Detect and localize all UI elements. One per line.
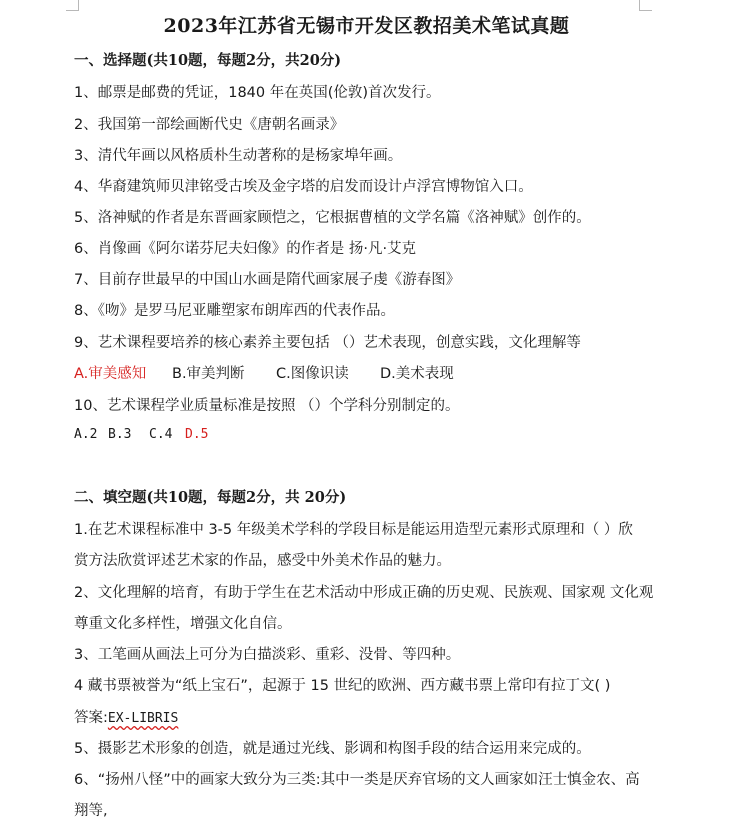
page-corner-mark-left xyxy=(66,0,79,11)
question-9: 9、艺术课程要培养的核心素养主要包括 （）艺术表现，创意实践，文化理解等 xyxy=(74,335,581,351)
question-8: 8、《吻》是罗马尼亚雕塑家布朗库西的代表作品。 xyxy=(74,303,395,319)
q9-option-b: B.审美判断 xyxy=(172,366,245,382)
question-2: 2、我国第一部绘画断代史《唐朝名画录》 xyxy=(74,117,345,133)
question-4: 4、华裔建筑师贝津铭受古埃及金字塔的启发而设计卢浮宫博物馆入口。 xyxy=(74,179,533,195)
section2-heading: 二、填空题(共10题，每题2分，共 20分) xyxy=(74,489,347,506)
document-title: 2023年江苏省无锡市开发区教招美术笔试真题 xyxy=(163,15,570,37)
page-corner-mark-right xyxy=(639,0,652,11)
answer-label: 答案: xyxy=(74,710,108,726)
question-1: 1、邮票是邮费的凭证，1840 年在英国(伦敦)首次发行。 xyxy=(74,85,441,101)
q10-option-b: B.3 xyxy=(108,427,132,442)
question-5: 5、洛神赋的作者是东晋画家顾恺之，它根据曹植的文学名篇《洛神赋》创作的。 xyxy=(74,210,591,226)
question-7: 7、目前存世最早的中国山水画是隋代画家展子虔《游春图》 xyxy=(74,272,461,288)
fill-question-3: 3、工笔画从画法上可分为白描淡彩、重彩、没骨、等四种。 xyxy=(74,647,461,663)
fill-question-6-line1: 6、“扬州八怪”中的画家大致分为三类:其中一类是厌弃官场的文人画家如汪士慎金农、高 xyxy=(74,772,640,788)
question-10: 10、艺术课程学业质量标准是按照 （）个学科分别制定的。 xyxy=(74,398,460,414)
fill-question-2-line1: 2、文化理解的培育，有助于学生在艺术活动中形成正确的历史观、民族观、国家观 文化观 xyxy=(74,585,654,601)
fill-question-5: 5、摄影艺术形象的创造，就是通过光线、影调和构图手段的结合运用来完成的。 xyxy=(74,741,591,757)
fill-question-4-answer xyxy=(74,706,178,727)
q10-option-c: C.4 xyxy=(149,427,173,442)
question-10-options xyxy=(74,427,208,442)
q10-option-a: A.2 xyxy=(74,427,98,442)
fill-question-1-line1: 1.在艺术课程标准中 3-5 年级美术学科的学段目标是能运用造型元素形式原理和（ ）欣 xyxy=(74,522,633,538)
q10-option-d-answer: D.5 xyxy=(185,427,209,442)
question-6: 6、肖像画《阿尔诺芬尼夫妇像》的作者是 扬·凡·艾克 xyxy=(74,241,417,257)
question-9-options xyxy=(74,362,454,383)
fill-question-6-line2: 翔等, xyxy=(74,803,108,819)
question-3: 3、清代年画以风格质朴生动著称的是杨家埠年画。 xyxy=(74,148,403,164)
q9-option-d: D.美术表现 xyxy=(380,366,454,382)
fill-question-2-line2: 尊重文化多样性，增强文化自信。 xyxy=(74,616,292,632)
fill-question-1-line2: 赏方法欣赏评述艺术家的作品，感受中外美术作品的魅力。 xyxy=(74,553,451,569)
answer-value: EX-LIBRIS xyxy=(107,711,179,726)
q9-option-c: C.图像识读 xyxy=(276,366,349,382)
section1-heading: 一、选择题(共10题，每题2分，共20分) xyxy=(74,52,342,69)
fill-question-4: 4 藏书票被誉为“纸上宝石”，起源于 15 世纪的欧洲、西方藏书票上常印有拉丁文( ) xyxy=(74,678,611,694)
q9-option-a-answer: A.审美感知 xyxy=(74,366,147,382)
